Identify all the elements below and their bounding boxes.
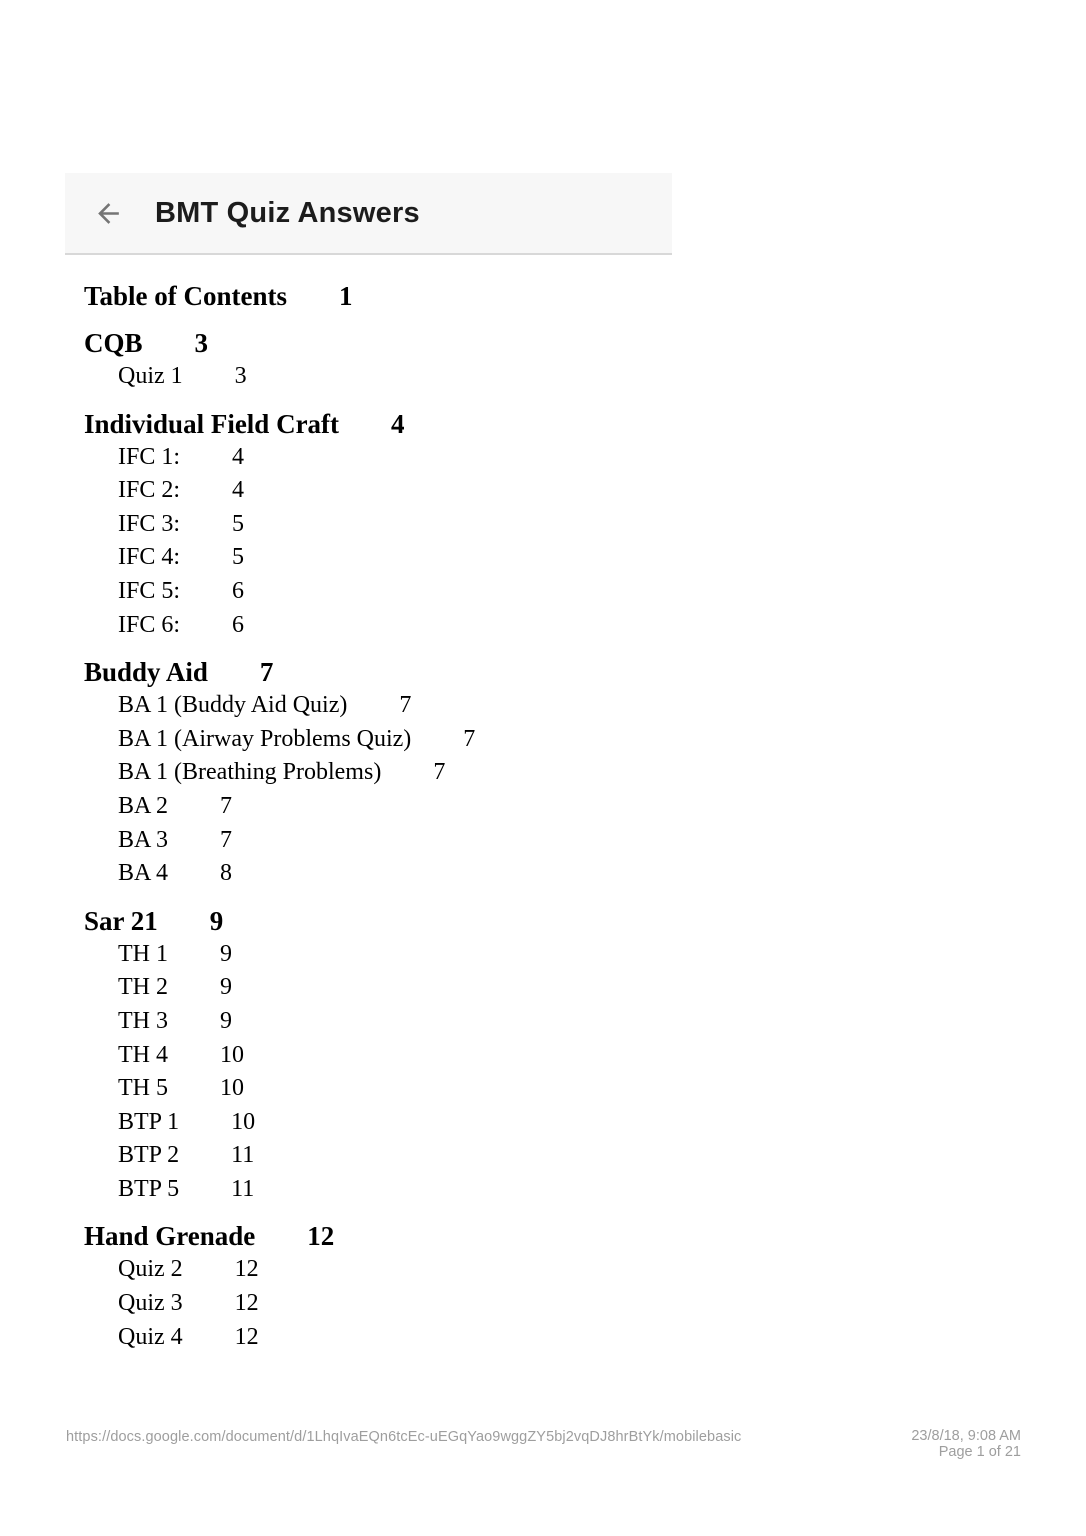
toc-entry-individual-field-craft-label: Individual Field Craft	[84, 408, 340, 439]
toc-section-cqb	[84, 326, 475, 394]
toc-entry-hand-grenade-label: Hand Grenade	[84, 1221, 256, 1252]
toc-entry-btp-1-label: BTP 1	[118, 1108, 180, 1135]
toc-entry-individual-field-craft-page-number: 4	[391, 408, 405, 439]
toc-items-hand-grenade	[118, 1253, 475, 1354]
toc-entry-ifc-2-label: IFC 2:	[118, 477, 181, 504]
toc-entry-btp-1-page-number: 10	[231, 1108, 256, 1135]
toc-entry-th-1-page-number: 9	[220, 940, 232, 967]
toc-entry-quiz-3-page-number: 12	[234, 1290, 259, 1317]
toc-entry-ba-1-airway-problems-quiz-page-number: 7	[463, 725, 476, 752]
toc-entry-individual-field-craft[interactable]	[84, 407, 475, 441]
toc-entry-th-5-page-number: 10	[220, 1075, 244, 1102]
toc-entry-quiz-2-page-number: 12	[234, 1256, 259, 1283]
toc-entry-ifc-6-label: IFC 6:	[118, 611, 181, 638]
toc-entry-btp-1[interactable]	[118, 1106, 475, 1140]
toc-entry-table-of-contents-page-number: 1	[339, 281, 353, 311]
table-of-contents	[84, 279, 475, 1354]
toc-entry-cqb[interactable]	[84, 326, 475, 360]
toc-entry-ba-1-breathing-problems-page-number: 7	[433, 759, 446, 786]
toc-entry-ifc-3-label: IFC 3:	[118, 510, 181, 537]
toc-entry-th-1-label: TH 1	[118, 940, 168, 967]
toc-entry-ba-4-label: BA 4	[118, 860, 169, 887]
toc-entry-th-3[interactable]	[118, 1005, 475, 1039]
footer-url: https://docs.google.com/document/d/1LhqIvaEQn6tcEc-uEGqYao9wggZY5bj2vqDJ8hrBtYk/mobilebasic	[66, 1429, 742, 1445]
toc-entry-btp-2[interactable]	[118, 1139, 475, 1173]
toc-entry-quiz-2[interactable]	[118, 1253, 475, 1287]
toc-entry-ba-2[interactable]	[118, 790, 475, 824]
toc-entry-th-1[interactable]	[118, 938, 475, 972]
toc-section-sar-21	[84, 904, 475, 1207]
toc-entry-btp-2-page-number: 11	[231, 1142, 255, 1169]
document-title: BMT Quiz Answers	[155, 196, 420, 229]
toc-entry-sar-21[interactable]	[84, 904, 475, 938]
toc-entry-buddy-aid-label: Buddy Aid	[84, 657, 208, 688]
toc-entry-btp-5[interactable]	[118, 1173, 475, 1207]
toc-entry-ba-1-buddy-aid-quiz-label: BA 1 (Buddy Aid Quiz)	[118, 692, 348, 719]
toc-items-individual-field-craft	[118, 441, 475, 643]
toc-entry-hand-grenade[interactable]	[84, 1219, 475, 1253]
toc-entry-th-5[interactable]	[118, 1072, 475, 1106]
toc-entry-ifc-4[interactable]	[118, 541, 475, 575]
toc-entry-quiz-1-label: Quiz 1	[118, 363, 183, 389]
footer-page-info: Page 1 of 21	[938, 1443, 1021, 1460]
toc-entry-btp-5-label: BTP 5	[118, 1175, 180, 1202]
toc-entry-ba-2-page-number: 7	[220, 792, 233, 819]
arrow-back-icon	[93, 198, 124, 229]
back-button[interactable]	[92, 197, 124, 229]
toc-entry-sar-21-page-number: 9	[209, 905, 224, 936]
app-header	[65, 173, 672, 255]
toc-entry-ba-4-page-number: 8	[220, 860, 233, 887]
toc-entry-th-4-label: TH 4	[118, 1041, 168, 1068]
toc-entry-quiz-4-page-number: 12	[234, 1323, 259, 1350]
toc-entry-hand-grenade-page-number: 12	[307, 1221, 335, 1252]
toc-section-individual-field-craft	[84, 407, 475, 643]
toc-entry-cqb-label: CQB	[84, 328, 143, 358]
toc-entry-ifc-6[interactable]	[118, 609, 475, 643]
toc-entry-ifc-1[interactable]	[118, 441, 475, 475]
footer-datetime: 23/8/18, 9:08 AM	[911, 1428, 1021, 1444]
toc-entry-th-3-page-number: 9	[220, 1007, 232, 1034]
toc-entry-th-5-label: TH 5	[118, 1075, 168, 1102]
toc-entry-th-2[interactable]	[118, 971, 475, 1005]
toc-entry-ba-1-breathing-problems[interactable]	[118, 756, 475, 790]
toc-entry-ifc-2-page-number: 4	[232, 477, 245, 504]
toc-entry-th-4[interactable]	[118, 1039, 475, 1073]
toc-entry-ifc-5-page-number: 6	[232, 577, 245, 604]
toc-entry-ba-3-label: BA 3	[118, 826, 169, 853]
toc-items-sar-21	[118, 938, 475, 1207]
toc-entry-ba-3[interactable]	[118, 824, 475, 858]
toc-items-buddy-aid	[118, 689, 475, 891]
toc-entry-ba-3-page-number: 7	[220, 826, 233, 853]
toc-entry-ba-1-airway-problems-quiz-label: BA 1 (Airway Problems Quiz)	[118, 725, 412, 752]
toc-section-hand-grenade	[84, 1219, 475, 1354]
toc-entry-ba-4[interactable]	[118, 857, 475, 891]
toc-items-cqb	[118, 360, 475, 394]
toc-section-buddy-aid	[84, 655, 475, 891]
toc-entry-th-2-label: TH 2	[118, 974, 168, 1001]
toc-entry-ba-1-airway-problems-quiz[interactable]	[118, 723, 475, 757]
toc-entry-btp-2-label: BTP 2	[118, 1142, 180, 1169]
toc-entry-ba-1-buddy-aid-quiz[interactable]	[118, 689, 475, 723]
toc-entry-ifc-6-page-number: 6	[232, 611, 245, 638]
toc-entry-ifc-1-label: IFC 1:	[118, 443, 181, 470]
footer-meta	[911, 1429, 1021, 1460]
toc-entry-th-3-label: TH 3	[118, 1007, 168, 1034]
toc-entry-quiz-2-label: Quiz 2	[118, 1256, 183, 1283]
toc-entry-table-of-contents[interactable]	[84, 279, 475, 313]
toc-entry-ba-1-breathing-problems-label: BA 1 (Breathing Problems)	[118, 759, 382, 786]
toc-entry-ifc-3[interactable]	[118, 508, 475, 542]
toc-entry-ifc-4-label: IFC 4:	[118, 544, 181, 571]
toc-entry-ifc-4-page-number: 5	[232, 544, 245, 571]
toc-entry-ifc-1-page-number: 4	[232, 443, 245, 470]
toc-entry-quiz-1-page-number: 3	[234, 363, 247, 389]
toc-entry-ifc-3-page-number: 5	[232, 510, 245, 537]
toc-entry-buddy-aid[interactable]	[84, 655, 475, 689]
toc-entry-ba-2-label: BA 2	[118, 792, 169, 819]
toc-entry-ifc-2[interactable]	[118, 474, 475, 508]
toc-entry-quiz-1[interactable]	[118, 360, 475, 394]
toc-entry-sar-21-label: Sar 21	[84, 905, 158, 936]
toc-entry-th-2-page-number: 9	[220, 974, 232, 1001]
toc-entry-quiz-3[interactable]	[118, 1287, 475, 1321]
toc-entry-table-of-contents-label: Table of Contents	[84, 281, 288, 311]
toc-entry-quiz-3-label: Quiz 3	[118, 1290, 183, 1317]
toc-entry-ifc-5[interactable]	[118, 575, 475, 609]
toc-entry-ba-1-buddy-aid-quiz-page-number: 7	[399, 692, 412, 719]
toc-entry-quiz-4-label: Quiz 4	[118, 1323, 183, 1350]
toc-entry-ifc-5-label: IFC 5:	[118, 577, 181, 604]
toc-entry-buddy-aid-page-number: 7	[259, 657, 274, 688]
toc-entry-cqb-page-number: 3	[194, 328, 209, 358]
toc-entry-btp-5-page-number: 11	[231, 1175, 255, 1202]
toc-entry-quiz-4[interactable]	[118, 1321, 475, 1355]
toc-entry-th-4-page-number: 10	[220, 1041, 244, 1068]
